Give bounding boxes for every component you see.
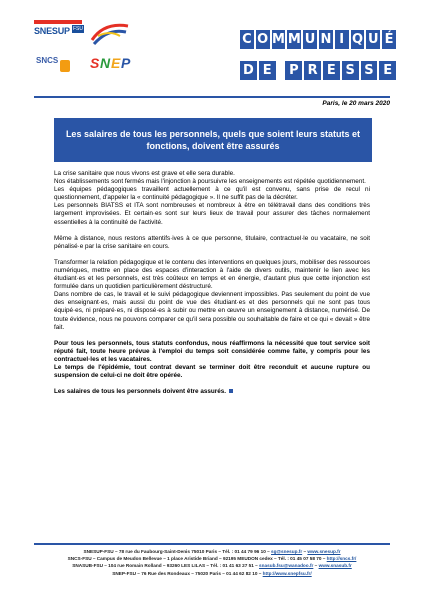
banner-letter: S [342,61,359,80]
body-paragraph [54,259,370,291]
paragraph-text: Les personnels BIATSS et ITA sont nombreuses et nombreux à être en télétravail dans des conditions très largement improvisées. Et certain·es sont sur leurs lieux de travail pour assurer des tâches normalement essentielles à la continuité de l'activité. [54,202,370,226]
footer-address: SNCS-FSU – Campus de Meudon Bellevue – 1 place Aristide Briand – 92195 MEUDON cedex – Tél. : 01 45 07 58 70 – [67,556,327,562]
footer-address: SNESUP-FSU – 78 rue du Faubourg-Saint-Denis 75010 Paris – Tél. : 01 44 79 96 10 – [83,549,272,554]
footer-link[interactable]: http://www.snepfsu.fr/ [262,570,312,576]
article-body [54,170,370,396]
footer-address: SNEP-FSU – 76 Rue des Rondeaux – 75020 Paris – 01 44 62 82 10 – [112,570,263,576]
paragraph-text: Le temps de l'épidémie, tout contrat devant se terminer doit être reconduit et aucune rupture ou suspension de celui-ci ne doit être opérée. [54,363,370,380]
svg-text:E: E [111,55,121,71]
footer-address: SNASUB-FSU – 104 rue Romain Rolland – 93260 LES LILAS – Tél. : 01 41 63 27 51 – [72,563,260,569]
footer-line [34,548,390,555]
footer-link[interactable]: www.snesup.fr [307,549,341,554]
banner-letter: O [257,32,269,47]
banner-letter: U [304,32,316,47]
snep-logo-letters [90,52,136,74]
banner-letter: E [323,61,340,80]
footer-separator: – [313,563,319,569]
snesup-logo-bar [34,20,82,24]
banner-letter: M [272,32,285,47]
banner-letter: Q [351,32,363,47]
banner-gap [278,61,284,80]
footer-link[interactable]: snasub.fsu@wanadoo.fr [259,563,314,569]
banner-letter: S [361,61,378,80]
svg-text:N: N [100,55,111,71]
paragraph-text: Les équipes pédagogiques travaillent actuellement à ce qu'il est convenu, sans prise de recul ni questionnement, d'appeler la « continuité pédagogique ». Il ne suffit pas de la décréter. [54,186,370,202]
sncs-logo [34,50,74,76]
banner-letter: D [240,61,257,80]
date-line: Paris, le 20 mars 2020 [322,100,390,107]
footer-separator: – [302,549,308,554]
paragraph-text: Nos établissements sont fermés mais l'injonction à poursuivre les enseignements est répétée quotidiennement. [54,178,366,186]
paragraph-text: Même à distance, nous restons attentifs·ives à ce que personne, titulaire, contractuel·le ou vacataire, ne soit pénalisé·e par la crise sanitaire en cours. [54,234,370,250]
banner-letter: P [285,61,302,80]
footer-line [34,555,390,562]
banner-letter: U [367,32,379,47]
banner-row-communique [240,30,396,49]
banner-letter: É [382,30,396,49]
paragraph-text: Les salaires de tous les personnels doivent être assurés. [54,388,227,396]
svg-text:S: S [90,55,100,71]
banner-letter: M [287,32,301,47]
body-paragraph [54,178,370,186]
footer-link[interactable]: www.snasub.fr [318,563,352,569]
headline: Les salaires de tous les personnels, quels que soient leurs statuts et fonctions, doivent être assurés [65,129,361,151]
swoosh-logo [90,20,130,46]
footer-line [34,570,390,577]
body-paragraph [54,388,370,396]
press-release-banner [240,30,396,84]
body-paragraph [54,235,370,251]
end-mark-icon [229,389,233,393]
banner-letter: R [304,61,321,80]
banner-row-presse [240,61,396,80]
fsu-badge: FSU [73,26,83,32]
footer-divider [34,543,390,545]
footer-contacts [34,548,390,577]
body-paragraph [54,340,370,364]
snesup-logo-text: SNESUP [34,26,70,36]
snesup-logo [34,20,84,42]
body-paragraph [54,170,370,178]
footer-link[interactable]: http://sncs.fr/ [326,556,357,562]
header-divider [34,96,390,98]
union-logos [34,20,174,82]
banner-letter: I [335,30,349,49]
svg-text:P: P [121,55,131,71]
sncs-logo-mark [60,60,70,72]
body-paragraph [54,364,370,380]
footer-line [34,562,390,569]
banner-letter: E [259,61,276,80]
footer-link[interactable]: sg@snesup.fr [271,549,303,554]
banner-letter: E [379,61,396,80]
paragraph-text: Dans nombre de cas, le travail et le suivi pédagogique deviennent impossibles. Pas seulement du point de vue des enseignant·es, mais aussi du point de vue des étudiant·es et des personnels qui ne sont pas tous équipé·es, ni préparé·es, ni disposé·es à subir ou mettre en œuvre un enseignement à distance, numérisé. De toute évidence, nous ne pouvons comparer ce qu'il sera possible ou souhaitable de faire et ce qui « devait » être fait. [54,291,370,331]
body-paragraph [54,202,370,226]
body-paragraph [54,186,370,202]
banner-letter: C [240,30,254,49]
paragraph-text: Transformer la relation pédagogique et le contenu des interventions en quelques jours, mobiliser des ressources numériques, mettre en place des espaces d'interaction à l'aide de divers outils, maintenir le lien avec les étudiant·es et les personnels, est très coûteux en temps et en énergie, d'autant plus que cette injonction est formulée dans un quotidien particulièrement déstructuré. [54,258,370,291]
headline-box [54,118,372,162]
snep-logo [90,52,136,74]
swoosh-icon [90,20,130,46]
sncs-logo-text: SNCS [36,56,59,65]
paragraph-text: La crise sanitaire que nous vivons est grave et elle sera durable. [54,170,235,177]
body-paragraph [54,291,370,331]
banner-letter: N [320,32,332,47]
paragraph-text: Pour tous les personnels, tous statuts confondus, nous réaffirmons la nécessité que tout service soit réputé fait, toute heure prévue à l'emploi du temps soit considérée comme faite, y compris pour les contractuel·les et les vacataires. [54,339,370,363]
